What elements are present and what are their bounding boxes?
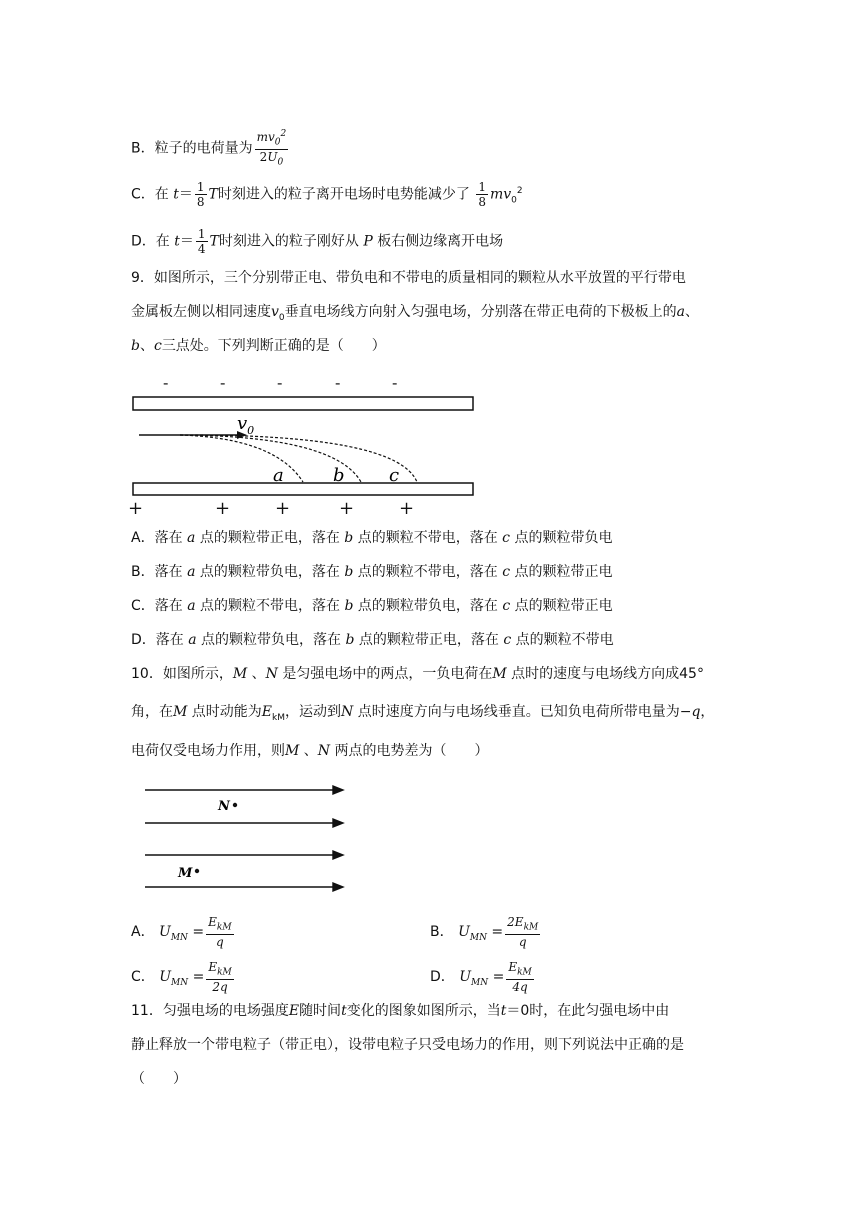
point-m-label: M — [178, 866, 193, 881]
arrow-head-icon — [333, 819, 343, 827]
bottom-plate-charges — [128, 498, 414, 517]
trajectory-c — [180, 435, 417, 482]
plus-sign: + — [275, 498, 291, 517]
point-b-label: b — [333, 465, 345, 486]
plus-sign: + — [399, 498, 415, 517]
q8-option-b: B．粒子的电荷量为 $\frac{mv_0^2}{2U_0}$ — [131, 129, 287, 168]
field-lines-figure — [140, 780, 350, 896]
plus-sign: + — [339, 498, 355, 517]
minus-sign: - — [392, 373, 398, 392]
v0-label: $v_0$ — [237, 413, 255, 437]
arrow-head-icon — [333, 851, 343, 859]
point-n-dot — [233, 803, 237, 807]
point-a-label: a — [273, 465, 284, 486]
q10-line2: 角，在M 点时动能为$E_{kM}$，运动到N 点时速度方向与电场线垂直。已知负电荷所带电量为−q， — [131, 704, 715, 723]
q10-option-a: A． $U_{MN}$ = $\frac{E_{kM}}{q}$ — [131, 915, 232, 950]
q11-line2: 静止释放一个带电粒子（带正电），设带电粒子只受电场力的作用，则下列说法中正确的是 — [131, 1037, 684, 1053]
point-c-label: c — [389, 465, 400, 486]
q10-option-b: B． $U_{MN}$ = $\frac{2E_{kM}}{q}$ — [430, 915, 539, 950]
parallel-plate-figure — [125, 372, 485, 517]
trajectory-a — [180, 435, 303, 482]
point-m-dot — [195, 869, 199, 873]
q11-line1: 11．匀强电场的电场强度E随时间t变化的图象如图所示，当t＝0时，在此匀强电场中由 — [131, 1003, 670, 1019]
minus-sign: - — [220, 373, 226, 392]
plus-sign: + — [215, 498, 231, 517]
q9-option-c: C．落在 a 点的颗粒不带电，落在 b 点的颗粒带负电，落在 c 点的颗粒带正电 — [131, 598, 613, 614]
minus-sign: - — [277, 373, 283, 392]
arrow-head-icon — [333, 786, 343, 794]
q9-line3: b、c三点处。下列判断正确的是（ ） — [131, 338, 386, 354]
q10-option-d: D． $U_{MN}$ = $\frac{E_{kM}}{4q}$ — [430, 960, 532, 995]
q9-option-d: D．落在 a 点的颗粒带负电，落在 b 点的颗粒带正电，落在 c 点的颗粒不带电 — [131, 632, 614, 648]
q9-option-b: B．落在 a 点的颗粒带负电，落在 b 点的颗粒不带电，落在 c 点的颗粒带正电 — [131, 564, 613, 580]
top-plate — [133, 397, 473, 410]
minus-sign: - — [335, 373, 341, 392]
bottom-plate — [133, 483, 473, 495]
q10-line3: 电荷仅受电场力作用，则M 、N 两点的电势差为（ ） — [131, 743, 489, 759]
arrow-head-icon — [333, 883, 343, 891]
charge-fraction: $\frac{mv_0^2}{2U_0}$ — [256, 129, 287, 168]
top-plate-charges — [163, 373, 397, 392]
point-n-label: N — [218, 799, 230, 814]
q10-line1: 10．如图所示，M 、N 是匀强电场中的两点，一负电荷在M 点时的速度与电场线方向成45° — [131, 666, 704, 682]
q9-option-a: A．落在 a 点的颗粒带正电，落在 b 点的颗粒不带电，落在 c 点的颗粒带负电 — [131, 530, 613, 546]
q9-line1: 9．如图所示，三个分别带正电、带负电和不带电的质量相同的颗粒从水平放置的平行带电 — [131, 270, 686, 286]
q11-line3: （ ） — [131, 1071, 187, 1087]
q8-option-c: C．在 t＝ $\frac{1}{8}$ T时刻进入的粒子离开电场时电势能减少了 $\frac{1}{8}$ $mv_0^2$ — [131, 180, 523, 209]
q10-option-c: C． $U_{MN}$ = $\frac{E_{kM}}{2q}$ — [131, 960, 232, 995]
q8-option-d: D．在 t＝ $\frac{1}{4}$ T时刻进入的粒子刚好从 P 板右侧边缘离开电场 — [131, 227, 504, 256]
plus-sign: + — [128, 498, 144, 517]
q9-line2: 金属板左侧以相同速度$v_0$垂直电场线方向射入匀强电场，分别落在带正电荷的下极板上的a、 — [131, 304, 700, 323]
minus-sign: - — [163, 373, 169, 392]
